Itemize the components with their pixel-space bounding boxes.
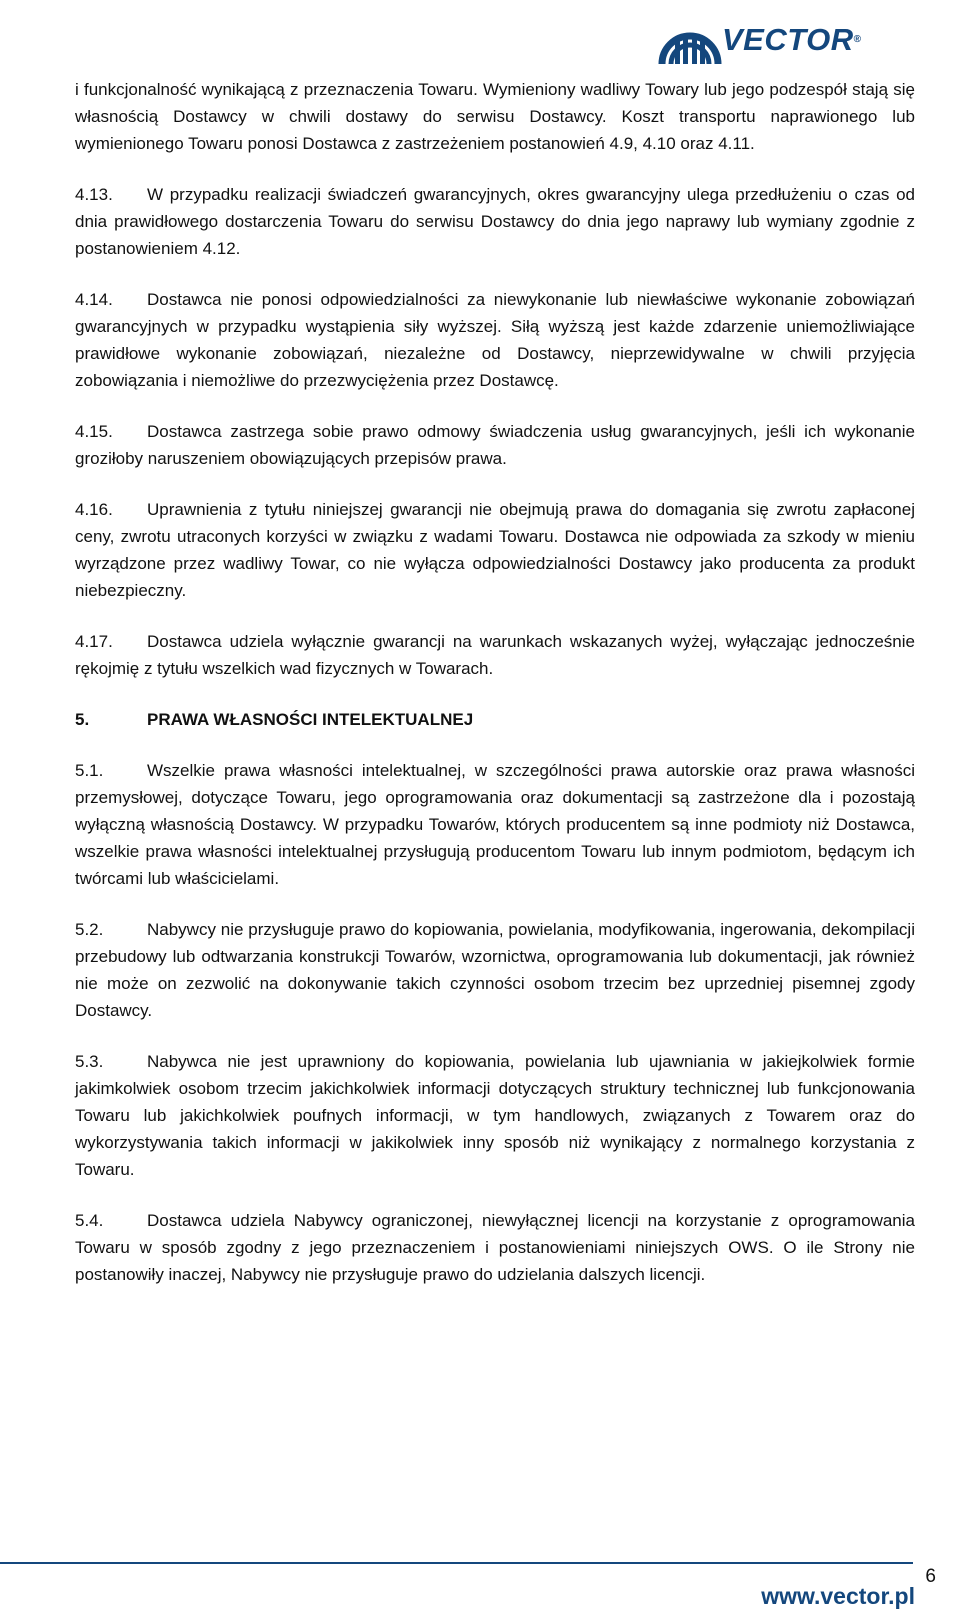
section-title: PRAWA WŁASNOŚCI INTELEKTUALNEJ	[147, 710, 474, 729]
footer-divider	[0, 1562, 913, 1564]
paragraph	[75, 496, 915, 604]
paragraph	[75, 1048, 915, 1183]
paragraph-number: 4.16.	[75, 500, 113, 519]
paragraph-text: Dostawca udziela wyłącznie gwarancji na warunkach wskazanych wyżej, wyłączając jednocześnie rękojmię z tytułu wszelkich wad fizycznych w Towarach.	[75, 632, 915, 678]
paragraph	[75, 181, 915, 262]
paragraph-number: 4.17.	[75, 632, 113, 651]
paragraph-text: Nabywca nie jest uprawniony do kopiowania, powielania lub ujawniania w jakiejkolwiek formie jakimkolwiek osobom trzecim jakichkolwiek informacji dotyczących struktury technicznej lub funkcjonowania Towaru lub jakichkolwiek poufnych informacji, w tym handlowych, związanych z Towarem oraz do wykorzystywania takich informacji w jakikolwiek inny sposób niż wynikający z normalnego korzystania z Towaru.	[75, 1052, 915, 1179]
paragraph	[75, 916, 915, 1024]
paragraph-number: 5.1.	[75, 761, 104, 780]
paragraph-text: Dostawca zastrzega sobie prawo odmowy świadczenia usług gwarancyjnych, jeśli ich wykonanie groziłoby naruszeniem obowiązujących przepisów prawa.	[75, 422, 915, 468]
paragraph	[75, 1207, 915, 1288]
paragraph-text: i funkcjonalność wynikającą z przeznaczenia Towaru. Wymieniony wadliwy Towary lub jego podzespół stają się własnością Dostawcy w chwili dostawy do serwisu Dostawcy. Koszt transportu naprawionego lub wymienionego Towaru ponosi Dostawca z zastrzeżeniem postanowień 4.9, 4.10 oraz 4.11.	[75, 80, 915, 153]
paragraph-text: W przypadku realizacji świadczeń gwarancyjnych, okres gwarancyjny ulega przedłużeniu o czas od dnia prawidłowego dostarczenia Towaru do serwisu Dostawcy do dnia jego naprawy lub wymiany zgodnie z postanowieniem 4.12.	[75, 185, 915, 258]
paragraph	[75, 418, 915, 472]
paragraph	[75, 286, 915, 394]
paragraph	[75, 76, 915, 157]
footer-website-link[interactable]: www.vector.pl	[761, 1583, 915, 1609]
logo-text: VECTOR	[722, 22, 854, 57]
paragraph-number: 4.14.	[75, 290, 113, 309]
ip-paragraphs	[75, 757, 915, 1288]
section-heading	[75, 706, 915, 733]
page-number: 6	[925, 1566, 936, 1587]
paragraph-number: 5.4.	[75, 1211, 104, 1230]
paragraph-number: 4.15.	[75, 422, 113, 441]
logo-wordmark	[722, 22, 862, 58]
logo-registered-mark: ®	[853, 34, 862, 45]
paragraph-number: 4.13.	[75, 185, 113, 204]
warranty-paragraphs	[75, 76, 915, 682]
paragraph-text: Dostawca udziela Nabywcy ograniczonej, niewyłącznej licencji na korzystanie z oprogramowania Towaru w sposób zgodny z jego przeznaczeniem i postanowieniami niniejszych OWS. O ile Strony nie postanowiły inaczej, Nabywcy nie przysługuje prawo do udzielania dalszych licencji.	[75, 1211, 915, 1284]
vector-logo	[658, 4, 920, 66]
section-number: 5.	[75, 710, 90, 729]
paragraph-text: Nabywcy nie przysługuje prawo do kopiowania, powielania, modyfikowania, ingerowania, dekompilacji przebudowy lub odtwarzania konstrukcji Towarów, wzornictwa, oprogramowania lub dokumentacji, jak również nie może on zezwolić na dokonywanie takich czynności osobom trzecim bez uprzedniej pisemnej zgody Dostawcy.	[75, 920, 915, 1020]
paragraph	[75, 757, 915, 892]
paragraph-text: Dostawca nie ponosi odpowiedzialności za niewykonanie lub niewłaściwe wykonanie zobowiązań gwarancyjnych w przypadku wystąpienia siły wyższej. Siłą wyższą jest każde zdarzenie uniemożliwiające prawidłowe wykonanie zobowiązań, niezależne od Dostawcy, nieprzewidywalne w chwili przyjęcia zobowiązania i niemożliwe do przezwyciężenia przez Dostawcę.	[75, 290, 915, 390]
paragraph-number: 5.3.	[75, 1052, 104, 1071]
document-body	[75, 76, 915, 1312]
paragraph-text: Uprawnienia z tytułu niniejszej gwarancji nie obejmują prawa do domagania się zwrotu zapłaconej ceny, zwrotu utraconych korzyści w związku z wadami Towaru. Dostawca nie odpowiada za szkody w mieniu wyrządzone przez wadliwy Towar, co nie wyłącza odpowiedzialności Dostawcy jako producenta za produkt niebezpieczny.	[75, 500, 915, 600]
paragraph-number: 5.2.	[75, 920, 104, 939]
paragraph	[75, 628, 915, 682]
paragraph-text: Wszelkie prawa własności intelektualnej, w szczególności prawa autorskie oraz prawa własności przemysłowej, dotyczące Towaru, jego oprogramowania oraz dokumentacji są zastrzeżone dla i pozostają wyłączną własnością Dostawcy. W przypadku Towarów, których producentem są inne podmioty niż Dostawca, wszelkie prawa własności intelektualnej przysługują producentom Towaru lub innym podmiotom, będącym ich twórcami lub właścicielami.	[75, 761, 915, 888]
vector-emblem-icon	[658, 4, 722, 66]
